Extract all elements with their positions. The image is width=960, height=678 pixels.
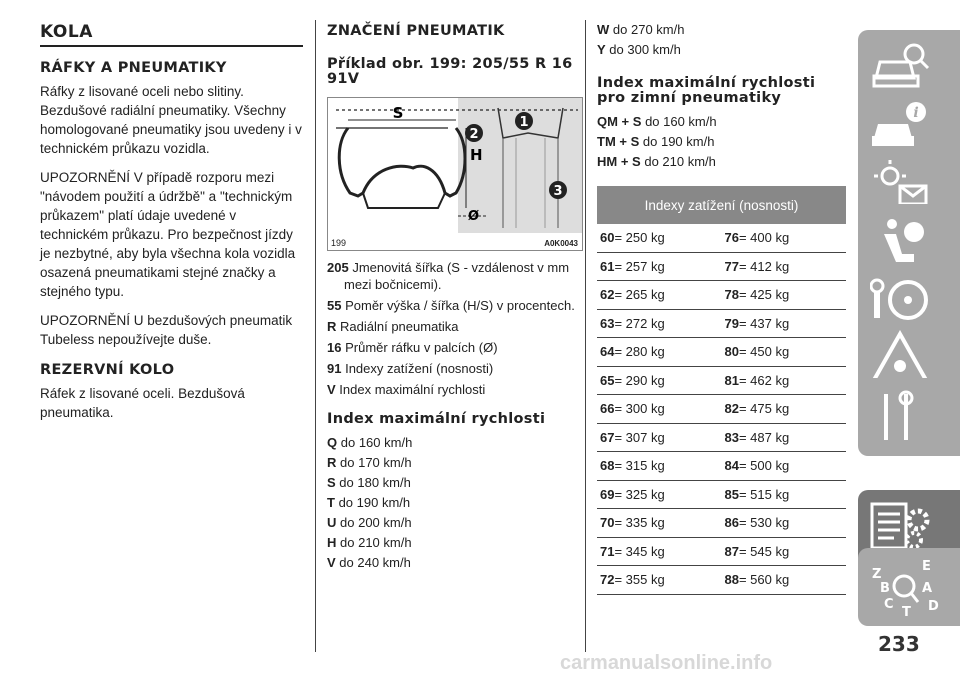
section-title: KOLA (40, 22, 303, 47)
index-letter: E (922, 559, 931, 574)
load-table-row (597, 224, 846, 252)
load-table-cell: 61= 257 kg (597, 252, 721, 281)
speed-item: Y do 300 km/h (597, 42, 681, 57)
speed-item: R do 170 km/h (327, 455, 412, 470)
column-divider (585, 20, 586, 652)
callout-2: 2 (469, 127, 479, 142)
label-h: H (470, 146, 483, 164)
load-table-cell: 65= 290 kg (597, 366, 721, 395)
speed-item: S do 180 km/h (327, 475, 411, 490)
index-letter: Z (872, 567, 882, 582)
load-table-cell: 87= 545 kg (721, 537, 846, 566)
example-heading: Příklad obr. 199: 205/55 R 16 91V (327, 56, 573, 87)
winter-speed-item: QM + S do 160 km/h (597, 114, 717, 129)
load-table-cell: 60= 250 kg (597, 224, 721, 252)
page-number: 233 (878, 632, 920, 656)
load-table-cell: 83= 487 kg (721, 423, 846, 452)
load-table-cell: 64= 280 kg (597, 338, 721, 367)
load-table-cell: 78= 425 kg (721, 281, 846, 310)
load-table-row (597, 423, 846, 452)
figure-number: 199 (331, 238, 347, 248)
load-table-cell: 66= 300 kg (597, 395, 721, 424)
load-table-cell: 76= 400 kg (721, 224, 846, 252)
load-table-cell: 67= 307 kg (597, 423, 721, 452)
load-table-cell: 62= 265 kg (597, 281, 721, 310)
tyre-figure (327, 97, 583, 251)
load-index-table (597, 186, 846, 595)
tab-index[interactable] (858, 548, 960, 626)
definition-item: 16 Průměr ráfku v palcích (Ø) (327, 340, 498, 355)
load-table-cell: 72= 355 kg (597, 566, 721, 595)
load-table-row (597, 338, 846, 367)
load-table-row (597, 452, 846, 481)
speed-list (327, 433, 577, 573)
load-table-row (597, 309, 846, 338)
load-table-cell: 77= 412 kg (721, 252, 846, 281)
spare-heading: REZERVNÍ KOLO (40, 362, 175, 378)
load-table-cell: 81= 462 kg (721, 366, 846, 395)
winter-speed-heading: Index maximální rychlosti pro zimní pneumatiky (597, 75, 816, 106)
svg-text:i: i (913, 105, 919, 121)
load-table-cell: 69= 325 kg (597, 480, 721, 509)
load-table-row (597, 366, 846, 395)
load-table-row (597, 509, 846, 538)
definition-item: 205 Jmenovitá šířka (S - vzdálenost v mm mezi bočnicemi). (327, 260, 570, 292)
callout-1: 1 (519, 115, 529, 130)
load-table-cell: 85= 515 kg (721, 480, 846, 509)
index-letter: D (928, 599, 939, 614)
definition-item: V Index maximální rychlosti (327, 382, 486, 397)
load-table-cell: 79= 437 kg (721, 309, 846, 338)
watermark: carmanualsonline.info (560, 652, 773, 674)
figure-code: A0K0043 (544, 239, 578, 248)
tools-icon (870, 388, 930, 446)
speed-item: U do 200 km/h (327, 515, 412, 530)
definition-list (327, 259, 577, 398)
spare-text: Ráfek z lisované oceli. Bezdušová pneumatika. (40, 386, 245, 420)
load-table-cell: 68= 315 kg (597, 452, 721, 481)
load-table-cell: 71= 345 kg (597, 537, 721, 566)
column-tyre-marking (327, 22, 577, 573)
warning-text: UPOZORNĚNÍ U bezdušových pneumatik Tubeless nepoužívejte duše. (40, 313, 293, 347)
tab-maintenance[interactable] (858, 378, 960, 456)
load-table-cell: 86= 530 kg (721, 509, 846, 538)
column-divider (315, 20, 316, 652)
load-table-row (597, 395, 846, 424)
load-table-row (597, 566, 846, 595)
label-s: S (392, 104, 404, 122)
definition-item: 91 Indexy zatížení (nosnosti) (327, 361, 494, 376)
column-wheels (40, 22, 303, 432)
index-letter: T (902, 605, 911, 618)
load-table-cell: 88= 560 kg (721, 566, 846, 595)
load-table-row (597, 537, 846, 566)
load-table-header: Indexy zatížení (nosnosti) (597, 186, 846, 224)
load-table-row (597, 281, 846, 310)
load-table-cell: 84= 500 kg (721, 452, 846, 481)
winter-speed-item: HM + S do 210 km/h (597, 154, 716, 169)
load-table-row (597, 252, 846, 281)
definition-item: R Radiální pneumatika (327, 319, 459, 334)
speed-item: T do 190 km/h (327, 495, 411, 510)
callout-3: 3 (553, 184, 563, 199)
load-table-cell: 82= 475 kg (721, 395, 846, 424)
label-diameter: Ø (468, 209, 480, 224)
tyre-marking-heading: ZNAČENÍ PNEUMATIK (327, 23, 505, 39)
speed-index-heading: Index maximální rychlosti (327, 411, 546, 427)
warning-text: UPOZORNĚNÍ V případě rozporu mezi "návodem použití a údržbě" a "technickým průkazem" platí údaje uvedené v technickém průkazu. Pro bezpečnost jízdy je nezbytné, aby byla všechna kola vozidla osazená pneumatikami stejné značky a stejného typu. (40, 170, 296, 299)
load-table-row (597, 480, 846, 509)
speed-item: V do 240 km/h (327, 555, 411, 570)
load-table-cell: 80= 450 kg (721, 338, 846, 367)
rims-text: Ráfky z lisované oceli nebo slitiny. Bezdušové radiální pneumatiky. Všechny homologované pneumatiky jsou uvedeny i v technickém průkazu vozidla. (40, 84, 302, 156)
tyre-cross-section-illustration (328, 98, 582, 233)
rims-heading: RÁFKY A PNEUMATIKY (40, 60, 227, 76)
load-table-cell: 70= 335 kg (597, 509, 721, 538)
index-letter: B (880, 581, 890, 596)
speed-item: Q do 160 km/h (327, 435, 413, 450)
index-letter: C (884, 597, 894, 612)
column-indexes (597, 20, 847, 595)
index-letters-icon (870, 558, 940, 618)
index-letter: A (922, 581, 933, 596)
speed-item: H do 210 km/h (327, 535, 412, 550)
speed-item: W do 270 km/h (597, 22, 685, 37)
winter-speed-item: TM + S do 190 km/h (597, 134, 715, 149)
definition-item: 55 Poměr výška / šířka (H/S) v procentech. (327, 298, 575, 313)
load-table-cell: 63= 272 kg (597, 309, 721, 338)
